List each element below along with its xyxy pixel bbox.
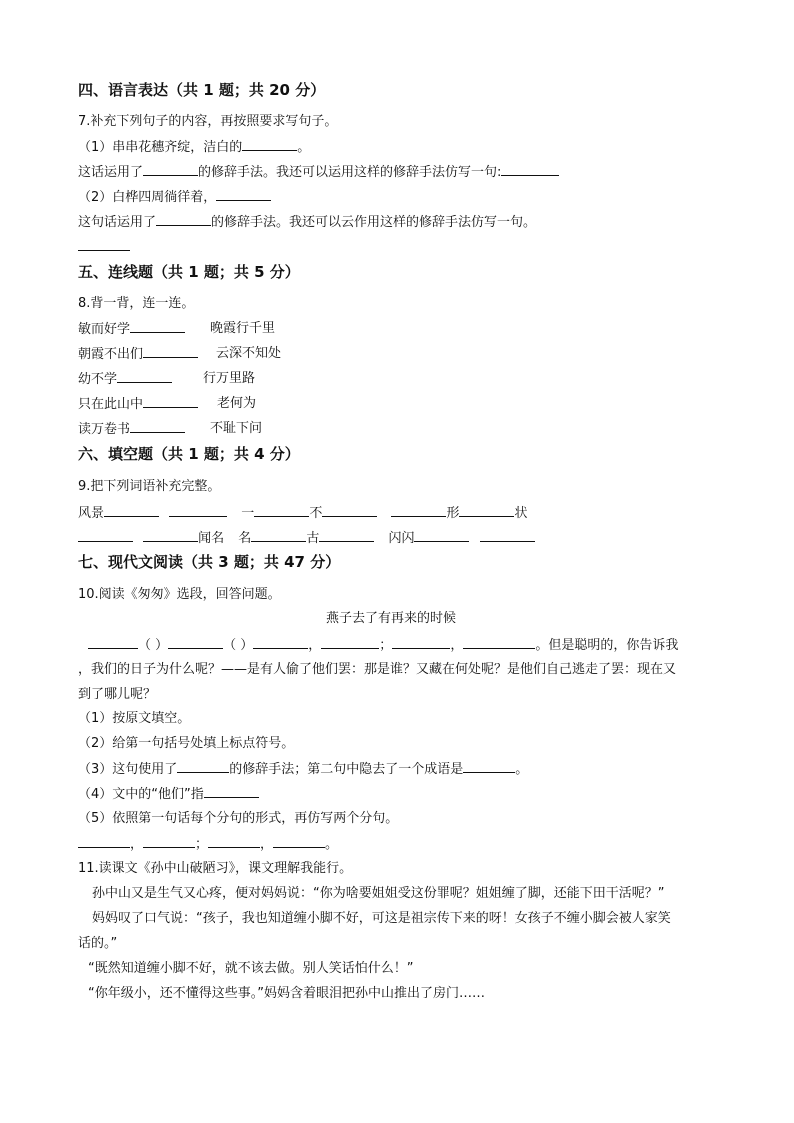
answer-blank[interactable]	[463, 636, 535, 649]
q9-word: 闻名	[198, 531, 225, 546]
answer-blank[interactable]	[88, 636, 138, 649]
answer-blank[interactable]	[143, 395, 198, 408]
match-left-text: 只在此山中	[78, 397, 144, 412]
q7-sentence-2-task	[78, 213, 536, 232]
answer-blank[interactable]	[78, 835, 130, 848]
q9-word: 风景	[78, 506, 105, 521]
answer-blank[interactable]	[177, 760, 229, 773]
answer-blank[interactable]	[391, 504, 446, 517]
punct: ；	[379, 638, 393, 653]
match-left-3	[78, 370, 172, 389]
q9-word: 状	[514, 506, 528, 521]
match-left-2	[78, 345, 198, 364]
answer-blank[interactable]	[322, 504, 377, 517]
passage-line-1	[88, 636, 678, 655]
answer-blank[interactable]	[143, 529, 198, 542]
punct: ，	[260, 837, 274, 852]
passage-line-2: ，我们的日子为什么呢？——是有人偷了他们罢：那是谁？又藏在何处呢？是他们自己逃走了罢：现在又	[78, 662, 677, 677]
section-6-title: 六、填空题（共 1 题；共 4 分）	[78, 445, 300, 463]
q9-word: 名	[238, 531, 252, 546]
q9-word: 古	[306, 531, 320, 546]
q7-s2-text: （2）白桦四周徜徉着，	[78, 190, 217, 205]
q10-sub-4-a: （4）文中的“他们”指	[78, 787, 204, 802]
answer-blank[interactable]	[204, 785, 259, 798]
answer-blank[interactable]	[251, 529, 306, 542]
q10-sub-5: （5）依照第一句话每个分句的形式，再仿写两个分句。	[78, 811, 399, 826]
story-line-3: 话的。”	[78, 936, 118, 951]
answer-blank[interactable]	[78, 238, 130, 251]
q10-sub-3	[78, 760, 528, 779]
answer-blank[interactable]	[156, 213, 211, 226]
q7-s2-task-b: 的修辞手法。我还可以云作用这样的修辞手法仿写一句。	[211, 215, 537, 230]
q7-s1-text: （1）串串花穗齐绽，洁白的	[78, 140, 243, 155]
q10-sub-3-b: 的修辞手法；第二句中隐去了一个成语是	[229, 762, 464, 777]
match-left-text: 幼不学	[78, 372, 118, 387]
punct: ，	[130, 837, 144, 852]
question-8: 8.背一背，连一连。	[78, 296, 195, 311]
answer-blank[interactable]	[78, 529, 133, 542]
passage-heading: 燕子去了有再来的时候	[326, 611, 457, 626]
story-line-1: 孙中山又是生气又心疼，便对妈妈说：“你为啥要姐姐受这份罪呢？姐姐缠了脚，还能下田干活呢？”	[92, 886, 665, 901]
answer-blank[interactable]	[143, 163, 198, 176]
match-right-1: 晚霞行千里	[210, 321, 276, 336]
q9-word: 一	[241, 506, 255, 521]
q7-sentence-1	[78, 138, 310, 157]
answer-blank[interactable]	[242, 138, 297, 151]
q7-s2-task-a: 这句话运用了	[78, 215, 157, 230]
answer-blank[interactable]	[321, 636, 379, 649]
q7-answer-line	[78, 238, 130, 257]
question-9: 9.把下列词语补充完整。	[78, 479, 221, 494]
question-7: 7.补充下列句子的内容，再按照要求写句子。	[78, 114, 338, 129]
match-left-text: 朝霞不出们	[78, 347, 144, 362]
q10-sub-3-a: （3）这句使用了	[78, 762, 178, 777]
answer-blank[interactable]	[480, 529, 535, 542]
answer-blank[interactable]	[143, 835, 195, 848]
q7-s1-task-a: 这话运用了	[78, 165, 144, 180]
match-right-4: 老何为	[217, 396, 257, 411]
answer-blank[interactable]	[117, 370, 172, 383]
question-10: 10.阅读《匆匆》选段，回答问题。	[78, 587, 281, 602]
match-right-3: 行万里路	[203, 371, 256, 386]
story-line-5: “你年级小，还不懂得这些事。”妈妈含着眼泪把孙中山推出了房门……	[88, 986, 485, 1001]
answer-blank[interactable]	[254, 504, 309, 517]
passage-text: 。但是聪明的，你告诉我	[535, 638, 679, 653]
bracket: （ ）	[223, 638, 254, 653]
answer-blank[interactable]	[414, 529, 469, 542]
answer-blank[interactable]	[143, 345, 198, 358]
answer-blank[interactable]	[104, 504, 159, 517]
q9-row-2	[78, 529, 535, 548]
punct: ，	[450, 638, 464, 653]
match-right-2: 云深不知处	[216, 346, 282, 361]
punct: ，	[308, 638, 322, 653]
section-7-title: 七、现代文阅读（共 3 题；共 47 分）	[78, 553, 341, 571]
answer-blank[interactable]	[130, 320, 185, 333]
q9-word: 不	[309, 506, 323, 521]
q7-s1-end: 。	[297, 140, 311, 155]
answer-blank[interactable]	[392, 636, 450, 649]
answer-blank[interactable]	[216, 188, 271, 201]
answer-blank[interactable]	[168, 636, 223, 649]
q9-word: 闪闪	[388, 531, 415, 546]
q7-sentence-1-task	[78, 163, 559, 182]
match-left-5	[78, 420, 185, 439]
match-left-4	[78, 395, 198, 414]
q10-sub-4	[78, 785, 259, 804]
story-line-4: “既然知道缠小脚不好，就不该去做。别人笑话怕什么！”	[88, 961, 414, 976]
match-right-5: 不耻下问	[210, 421, 263, 436]
bracket: （ ）	[138, 638, 169, 653]
punct: 。	[325, 837, 339, 852]
section-5-title: 五、连线题（共 1 题；共 5 分）	[78, 263, 300, 281]
answer-blank[interactable]	[253, 636, 308, 649]
q10-sub-2: （2）给第一句括号处填上标点符号。	[78, 736, 295, 751]
answer-blank[interactable]	[169, 504, 227, 517]
match-left-1	[78, 320, 185, 339]
q10-sub-5-answer	[78, 835, 338, 854]
q7-sentence-2	[78, 188, 271, 207]
match-left-text: 读万卷书	[78, 422, 131, 437]
q10-sub-1: （1）按原文填空。	[78, 711, 191, 726]
match-left-text: 敏而好学	[78, 322, 131, 337]
answer-blank[interactable]	[463, 760, 515, 773]
section-4-title: 四、语言表达（共 1 题；共 20 分）	[78, 81, 326, 99]
q9-row-1	[78, 504, 528, 523]
question-11: 11.读课文《孙中山破陋习》，课文理解我能行。	[78, 861, 353, 876]
answer-blank[interactable]	[208, 835, 260, 848]
passage-line-3: 到了哪儿呢？	[78, 687, 157, 702]
q10-sub-3-c: 。	[515, 762, 529, 777]
answer-blank[interactable]	[273, 835, 325, 848]
story-line-2: 妈妈叹了口气说：“孩子，我也知道缠小脚不好，可这是祖宗传下来的呀！女孩子不缠小脚会被人家笑	[92, 911, 671, 926]
answer-blank[interactable]	[501, 163, 559, 176]
punct: ；	[195, 837, 209, 852]
answer-blank[interactable]	[130, 420, 185, 433]
answer-blank[interactable]	[319, 529, 374, 542]
answer-blank[interactable]	[459, 504, 514, 517]
q9-word: 形	[446, 506, 460, 521]
q7-s1-task-b: 的修辞手法。我还可以运用这样的修辞手法仿写一句:	[198, 165, 502, 180]
